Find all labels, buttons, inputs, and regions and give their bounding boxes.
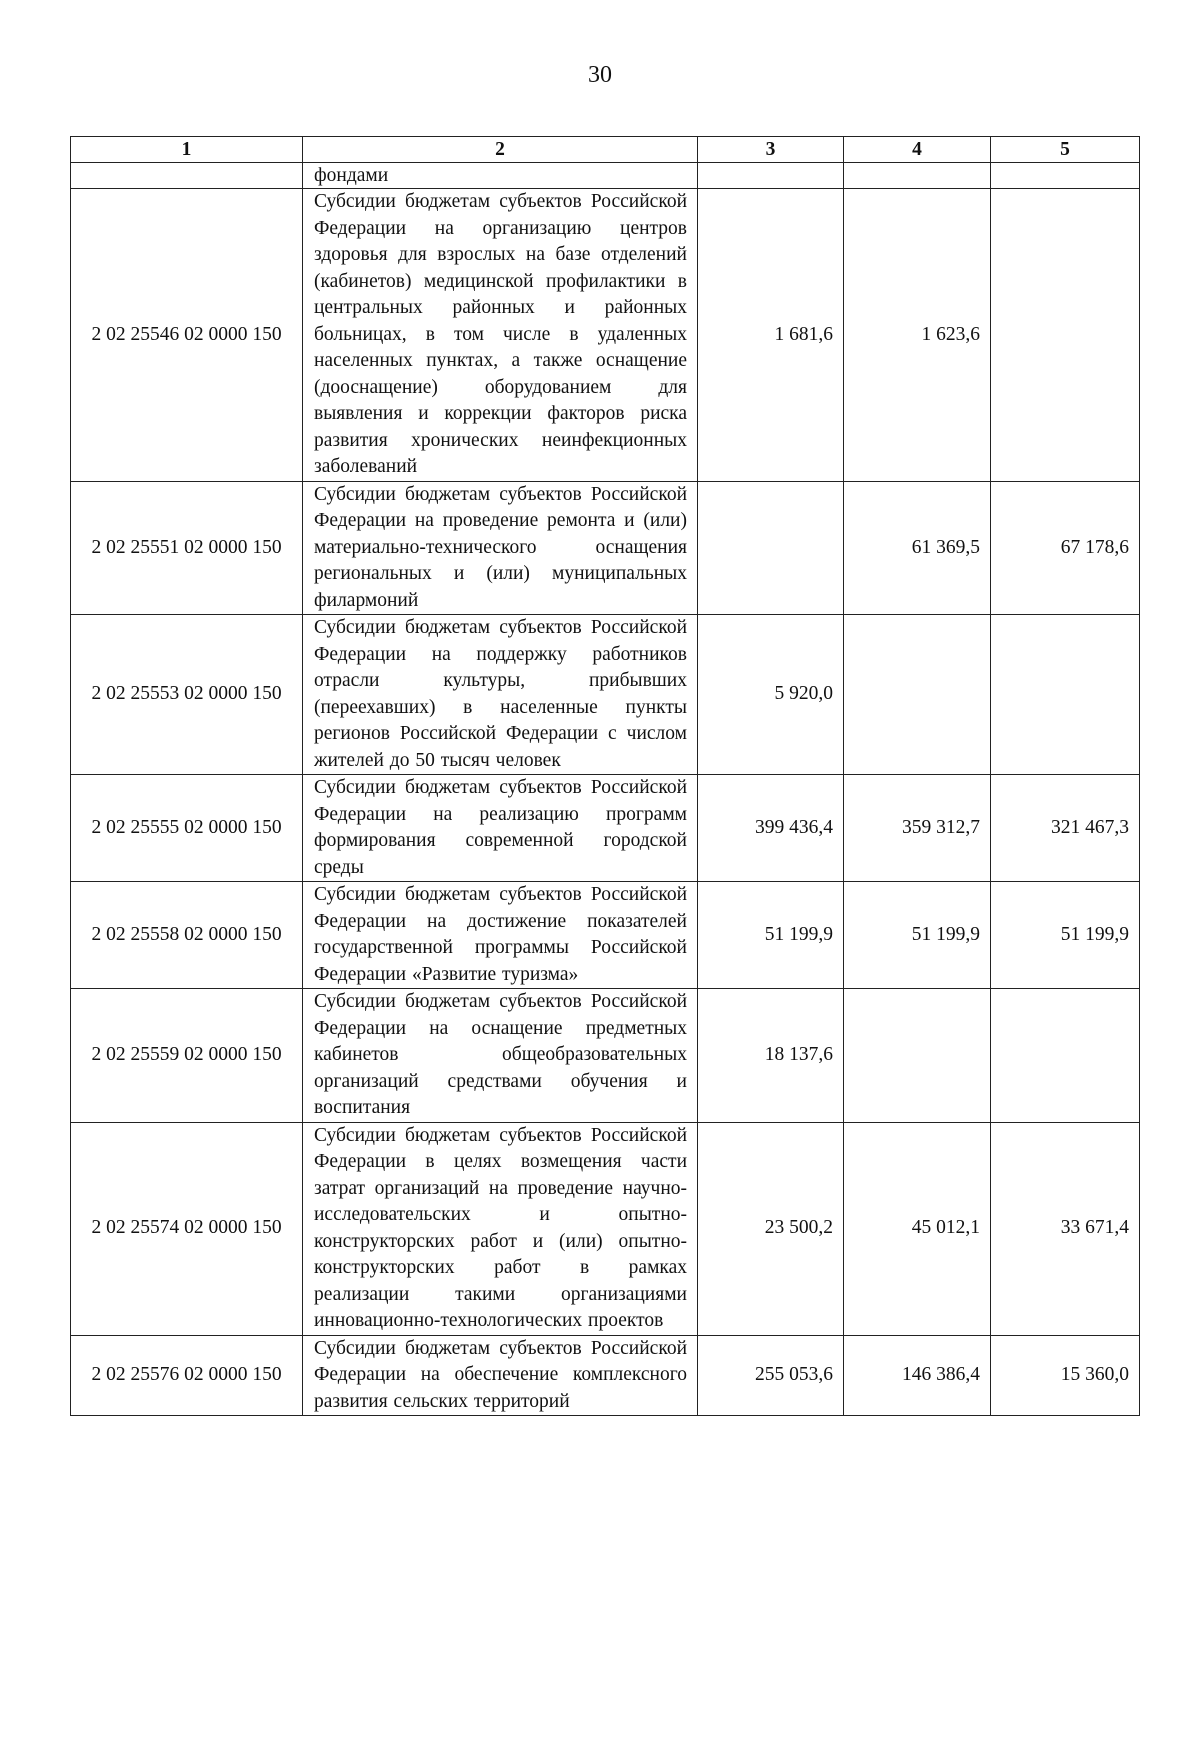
- row-value-4: 359 312,7: [844, 775, 991, 882]
- row-value-4: 45 012,1: [844, 1122, 991, 1335]
- table-row: [71, 189, 1140, 482]
- row-value-5: 33 671,4: [991, 1122, 1140, 1335]
- column-header-code: 1: [71, 137, 303, 163]
- table-row: [71, 1122, 1140, 1335]
- row-code: 2 02 25553 02 0000 150: [71, 615, 303, 775]
- row-value-4: 61 369,5: [844, 481, 991, 615]
- column-header-description: 2: [303, 137, 698, 163]
- row-value-3: 399 436,4: [698, 775, 844, 882]
- row-value-5: [991, 163, 1140, 189]
- column-header-value-5: 5: [991, 137, 1140, 163]
- row-value-3: 18 137,6: [698, 989, 844, 1123]
- table-row: [71, 882, 1140, 989]
- row-value-3: [698, 481, 844, 615]
- row-value-5: [991, 615, 1140, 775]
- row-value-3: 255 053,6: [698, 1335, 844, 1416]
- row-value-5: 51 199,9: [991, 882, 1140, 989]
- row-value-3: 51 199,9: [698, 882, 844, 989]
- row-value-4: [844, 615, 991, 775]
- row-value-3: 23 500,2: [698, 1122, 844, 1335]
- row-description: Субсидии бюджетам субъектов Российской Федерации в целях возмещения части затрат организаций на проведение научно-исследовательских и опытно-конструкторских работ и (или) опытно-конструкторских работ в рамках реализации такими организациями инновационно-технологических проектов: [303, 1122, 698, 1335]
- row-description: фондами: [303, 163, 698, 189]
- column-header-value-4: 4: [844, 137, 991, 163]
- row-code: 2 02 25559 02 0000 150: [71, 989, 303, 1123]
- row-value-5: [991, 189, 1140, 482]
- row-description: Субсидии бюджетам субъектов Российской Федерации на оснащение предметных кабинетов общеобразовательных организаций средствами обучения и воспитания: [303, 989, 698, 1123]
- row-value-5: 321 467,3: [991, 775, 1140, 882]
- row-code: 2 02 25558 02 0000 150: [71, 882, 303, 989]
- row-value-5: [991, 989, 1140, 1123]
- row-value-4: [844, 989, 991, 1123]
- continuation-row: [71, 163, 1140, 189]
- table-row: [71, 989, 1140, 1123]
- row-code: 2 02 25551 02 0000 150: [71, 481, 303, 615]
- row-description: Субсидии бюджетам субъектов Российской Федерации на обеспечение комплексного развития сельских территорий: [303, 1335, 698, 1416]
- row-code: 2 02 25576 02 0000 150: [71, 1335, 303, 1416]
- row-code: [71, 163, 303, 189]
- row-code: 2 02 25574 02 0000 150: [71, 1122, 303, 1335]
- budget-table: [70, 136, 1140, 1416]
- column-header-value-3: 3: [698, 137, 844, 163]
- row-description: Субсидии бюджетам субъектов Российской Федерации на реализацию программ формирования современной городской среды: [303, 775, 698, 882]
- table-header-row: [71, 137, 1140, 163]
- table-row: [71, 615, 1140, 775]
- row-description: Субсидии бюджетам субъектов Российской Федерации на проведение ремонта и (или) материально-технического оснащения региональных и (или) муниципальных филармоний: [303, 481, 698, 615]
- table-row: [71, 481, 1140, 615]
- row-description: Субсидии бюджетам субъектов Российской Федерации на достижение показателей государственной программы Российской Федерации «Развитие туризма»: [303, 882, 698, 989]
- row-value-4: 146 386,4: [844, 1335, 991, 1416]
- row-code: 2 02 25546 02 0000 150: [71, 189, 303, 482]
- row-value-3: [698, 163, 844, 189]
- row-code: 2 02 25555 02 0000 150: [71, 775, 303, 882]
- row-value-4: 51 199,9: [844, 882, 991, 989]
- row-value-4: 1 623,6: [844, 189, 991, 482]
- table-row: [71, 775, 1140, 882]
- table-row: [71, 1335, 1140, 1416]
- row-value-5: 15 360,0: [991, 1335, 1140, 1416]
- row-value-5: 67 178,6: [991, 481, 1140, 615]
- row-value-3: 1 681,6: [698, 189, 844, 482]
- row-description: Субсидии бюджетам субъектов Российской Федерации на организацию центров здоровья для взрослых на базе отделений (кабинетов) медицинской профилактики в центральных районных и районных больницах, в том числе в удаленных населенных пунктах, а также оснащение (дооснащение) оборудованием для выявления и коррекции факторов риска развития хронических неинфекционных заболеваний: [303, 189, 698, 482]
- row-value-3: 5 920,0: [698, 615, 844, 775]
- row-description: Субсидии бюджетам субъектов Российской Федерации на поддержку работников отрасли культуры, прибывших (переехавших) в населенные пункты регионов Российской Федерации с числом жителей до 50 тысяч человек: [303, 615, 698, 775]
- row-value-4: [844, 163, 991, 189]
- page-number: 30: [588, 62, 612, 88]
